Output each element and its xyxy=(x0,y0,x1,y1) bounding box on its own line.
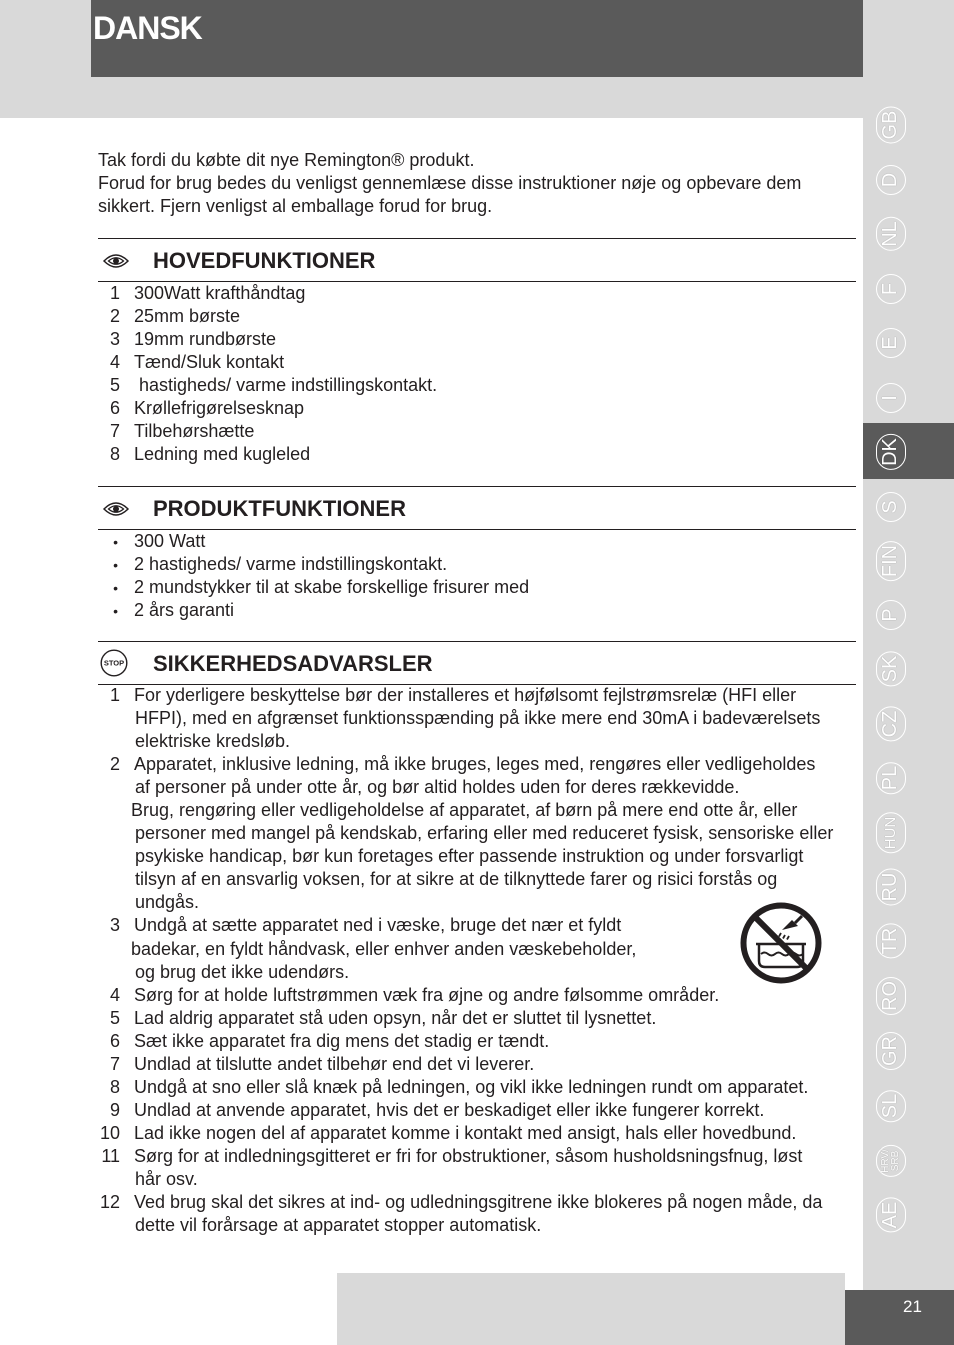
intro-line: Tak fordi du købte dit nye Remington® produkt. xyxy=(98,149,475,170)
item-text: 25mm børste xyxy=(134,306,241,327)
list-item xyxy=(98,1099,856,1122)
language-tab-label: F xyxy=(876,274,906,304)
item-number: 10 xyxy=(99,1122,120,1143)
language-tab-label: SL xyxy=(876,1089,906,1121)
bullet-item xyxy=(98,530,856,553)
item-text: Undgå at sætte apparatet ned i væske, bruge det nær et fyldt xyxy=(134,915,622,936)
list-item xyxy=(98,1053,856,1076)
list-item xyxy=(98,1076,856,1099)
item-number: 4 xyxy=(109,352,120,373)
language-tab-label: P xyxy=(876,600,906,630)
bullet: • xyxy=(113,533,118,550)
item-text: Ledning med kugleled xyxy=(134,444,311,465)
item-text: 2 mundstykker til at skabe forskellige frisurer med xyxy=(134,577,530,598)
bullet: • xyxy=(113,580,118,597)
item-text: dette vil forårsage at apparatet stopper automatisk. xyxy=(135,1215,542,1236)
item-text: Undlad at tilslutte andet tilbehør end det vi leverer. xyxy=(134,1053,535,1074)
list-item-continuation xyxy=(98,822,856,845)
item-number: 3 xyxy=(109,329,120,350)
item-number: 2 xyxy=(109,754,120,775)
stop-icon xyxy=(100,649,128,677)
language-tab-label: I xyxy=(876,383,906,413)
bullet-item xyxy=(98,553,856,576)
list-item xyxy=(98,443,856,466)
list-item xyxy=(98,1191,856,1214)
intro-line: Forud for brug bedes du venligst gennemlæse disse instruktioner nøje og opbevare dem xyxy=(98,172,802,193)
language-tab-label: CZ xyxy=(876,706,906,741)
language-tab-strip xyxy=(863,0,954,1290)
item-text: Tilbehørshætte xyxy=(134,421,255,442)
bullet-item xyxy=(98,576,856,599)
list-item xyxy=(98,397,856,420)
item-text: 2 års garanti xyxy=(134,600,235,621)
item-text: Sæt ikke apparatet fra dig mens det stadig er tændt. xyxy=(134,1030,550,1051)
item-text: Sørg for at holde luftstrømmen væk fra øjne og andre følsomme områder. xyxy=(134,984,720,1005)
list-item-continuation xyxy=(98,776,856,799)
item-number: 3 xyxy=(109,915,120,936)
item-number: 9 xyxy=(109,1099,120,1120)
item-number: 1 xyxy=(109,283,120,303)
language-tab-label: DK xyxy=(876,434,906,470)
stop-icon-text: STOP xyxy=(103,658,125,668)
item-text: personer med mangel på kendskab, erfaring eller med reduceret fysisk, sensoriske eller xyxy=(135,823,834,844)
item-text: 19mm rundbørste xyxy=(134,329,277,350)
item-number: 5 xyxy=(109,1007,120,1028)
list-item xyxy=(98,282,856,305)
list-item-continuation xyxy=(98,730,856,753)
list-item xyxy=(98,305,856,328)
language-tab-label: SK xyxy=(876,652,906,687)
product-features-list xyxy=(98,530,856,623)
language-tab-label: RU xyxy=(876,868,906,905)
language-tab-label: S xyxy=(876,492,906,522)
list-item-continuation xyxy=(98,799,856,822)
section-header-safety-warnings xyxy=(98,641,856,685)
eye-icon xyxy=(103,252,129,270)
language-tab-label: GR xyxy=(876,1032,906,1070)
item-text: Brug, rengøring eller vedligeholdelse af apparatet, af børn på mere end otte år, eller xyxy=(131,800,798,821)
item-text: badekar, en fyldt håndvask, eller enhver anden væskebeholder, xyxy=(131,938,637,959)
list-item xyxy=(98,351,856,374)
list-item xyxy=(98,328,856,351)
list-item-continuation xyxy=(98,1214,856,1237)
item-number: 12 xyxy=(99,1192,120,1213)
item-text: HFPI), med en afgrænset funktionsspænding på ikke mere end 30mA i badeværelsets xyxy=(135,708,821,729)
language-tab-label: FIN xyxy=(876,541,906,581)
list-item xyxy=(98,1030,856,1053)
item-text: 2 hastigheds/ varme indstillingskontakt. xyxy=(134,553,448,574)
item-text: psykiske handicap, bør kun foretages efter passende instruktion og under forsvarligt xyxy=(135,846,804,867)
language-tab-label: AE xyxy=(876,1198,906,1233)
item-text: Tænd/Sluk kontakt xyxy=(134,352,285,373)
list-item xyxy=(98,374,856,397)
page-number-box xyxy=(845,1290,954,1345)
intro-line: sikkert. Fjern venligst al emballage forud for brug. xyxy=(98,196,493,217)
language-tab-label: HUN xyxy=(876,812,906,853)
item-text: For yderligere beskyttelse bør der installeres et højfølsomt fejlstrømsrelæ (HFI eller xyxy=(134,685,797,705)
item-text: hastigheds/ varme indstillingskontakt. xyxy=(134,375,438,396)
item-text: elektriske kredsløb. xyxy=(135,731,291,752)
language-tab-label xyxy=(876,1145,906,1177)
item-text: og brug det ikke udendørs. xyxy=(135,961,350,982)
list-item-continuation xyxy=(98,868,856,891)
language-tab-label: E xyxy=(876,328,906,358)
item-text: 300 Watt xyxy=(134,530,206,551)
list-item xyxy=(98,984,856,1007)
section-title: PRODUKTFUNKTIONER xyxy=(153,496,406,521)
language-header xyxy=(91,0,863,77)
list-item xyxy=(98,1122,856,1145)
language-tab-label: TR xyxy=(876,924,906,959)
item-text: Ved brug skal det sikres at ind- og udledningsgitrene ikke blokeres på nogen måde, da xyxy=(134,1192,823,1213)
list-item xyxy=(98,684,856,707)
language-tab-label: GB xyxy=(876,107,906,144)
item-text: 300Watt krafthåndtag xyxy=(134,283,306,303)
no-water-near-bath-icon xyxy=(739,901,823,985)
section-title: SIKKERHEDSADVARSLER xyxy=(153,651,433,676)
list-item xyxy=(98,1007,856,1030)
bullet: • xyxy=(113,556,118,573)
item-text: Sørg for at indledningsgitteret er fri for obstruktioner, såsom husholdsningsfnug, løst xyxy=(134,1145,803,1166)
item-text: Undlad at anvende apparatet, hvis det er beskadiget eller ikke fungerer korrekt. xyxy=(134,1099,765,1120)
language-tab-label: NL xyxy=(876,217,906,251)
item-number: 2 xyxy=(109,306,120,327)
item-number: 8 xyxy=(109,444,120,465)
item-text: Apparatet, inklusive ledning, må ikke bruges, leges med, rengøres eller vedligeholdes xyxy=(134,754,816,775)
language-tab-label-line: SRB xyxy=(890,1150,901,1171)
section-title: HOVEDFUNKTIONER xyxy=(153,248,376,273)
item-number: 1 xyxy=(109,685,120,705)
item-number: 5 xyxy=(109,375,120,396)
item-text: Undgå at sno eller slå knæk på ledningen, og vikl ikke ledningen rundt om apparatet. xyxy=(134,1076,809,1097)
language-tab-label: PL xyxy=(876,762,906,794)
item-number: 6 xyxy=(109,398,120,419)
bottom-band xyxy=(337,1273,845,1345)
eye-icon xyxy=(103,500,129,518)
item-text: hår osv. xyxy=(135,1168,198,1189)
item-number: 7 xyxy=(109,1053,120,1074)
list-item xyxy=(98,753,856,776)
bullet: • xyxy=(113,603,118,620)
list-item-continuation xyxy=(98,845,856,868)
section-header-product-features xyxy=(98,486,856,530)
list-item-continuation xyxy=(98,707,856,730)
item-text: af personer på under otte år, og bør altid holdes uden for deres rækkevidde. xyxy=(135,777,740,798)
item-number: 4 xyxy=(109,984,120,1005)
intro-paragraph xyxy=(98,149,801,219)
page-number: 21 xyxy=(903,1297,922,1316)
item-text: Krøllefrigørelsesknap xyxy=(134,398,305,419)
item-text: tilsyn af en ansvarlig voksen, for at sikre at de tilknyttede farer og risici forstås og xyxy=(135,869,778,890)
item-text: Lad ikke nogen del af apparatet komme i kontakt med ansigt, hals eller hovedbund. xyxy=(134,1122,797,1143)
item-text: undgås. xyxy=(135,892,200,913)
list-item xyxy=(98,1145,856,1168)
section-header-main-features xyxy=(98,238,856,282)
language-tab-label-line: HRV/ xyxy=(880,1148,891,1173)
list-item-continuation xyxy=(98,1168,856,1191)
item-number: 11 xyxy=(101,1145,120,1166)
main-features-list xyxy=(98,282,856,466)
bullet-item xyxy=(98,599,856,622)
item-number: 6 xyxy=(109,1030,120,1051)
item-text: Lad aldrig apparatet stå uden opsyn, når det er sluttet til lysnettet. xyxy=(134,1007,657,1028)
list-item xyxy=(98,420,856,443)
language-tab-label: D xyxy=(876,165,906,195)
language-tab-label: RO xyxy=(876,977,906,1015)
page-title: DANSK xyxy=(93,10,202,46)
item-number: 7 xyxy=(109,421,120,442)
item-number: 8 xyxy=(109,1076,120,1097)
